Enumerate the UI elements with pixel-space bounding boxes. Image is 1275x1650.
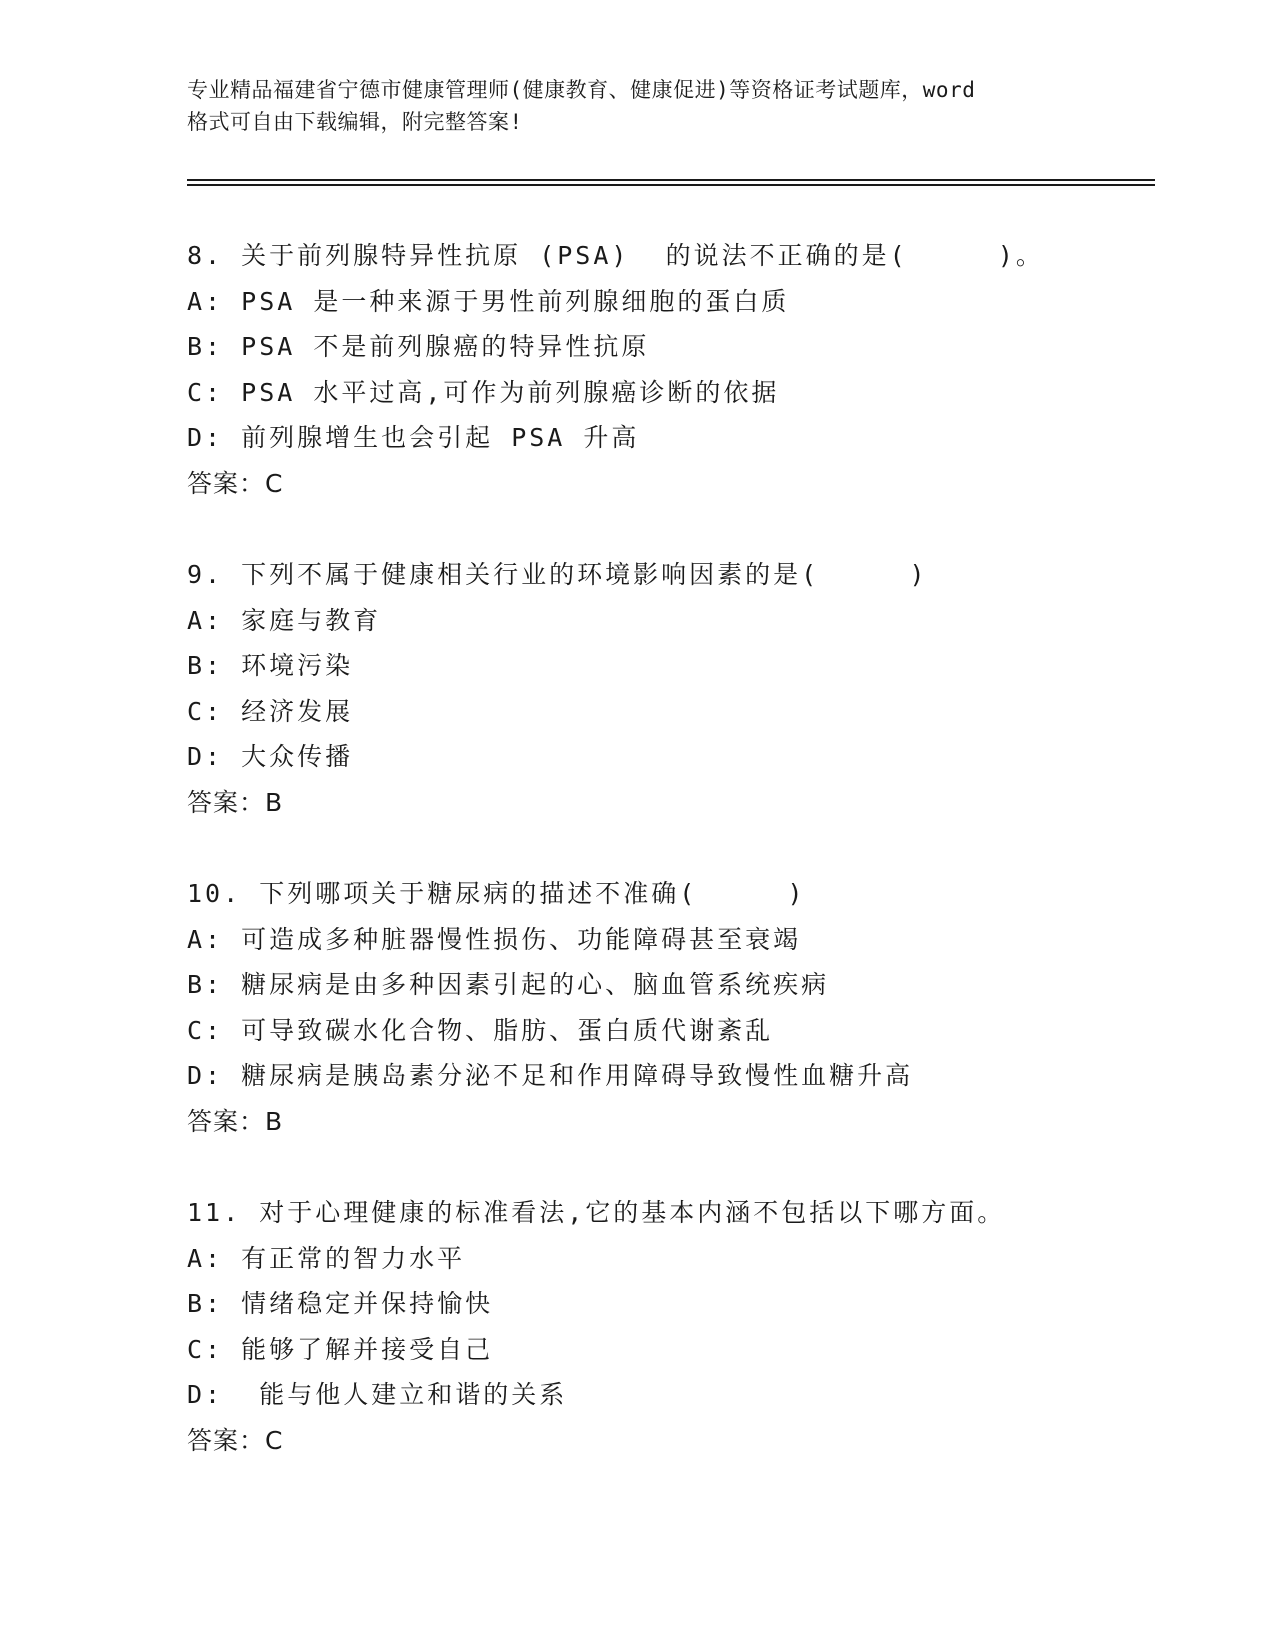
option-d: D: 前列腺增生也会引起 PSA 升高 xyxy=(187,423,640,452)
answer: 答案：C xyxy=(187,468,284,498)
header-divider-top xyxy=(187,179,1155,181)
option-d: D: 大众传播 xyxy=(187,742,354,771)
question-11 xyxy=(187,1190,1147,1463)
option-c: C: 能够了解并接受自己 xyxy=(187,1334,494,1364)
option-a: A: PSA 是一种来源于男性前列腺细胞的蛋白质 xyxy=(187,286,790,316)
option-a: A: 家庭与教育 xyxy=(187,605,382,635)
header-line-2: 格式可自由下载编辑，附完整答案! xyxy=(187,110,523,134)
option-d: D: 糖尿病是胰岛素分泌不足和作用障碍导致慢性血糖升高 xyxy=(187,1061,914,1090)
option-a: A: 可造成多种脏器慢性损伤、功能障碍甚至衰竭 xyxy=(187,924,802,954)
question-stem: 10. 下列哪项关于糖尿病的描述不准确( ) xyxy=(187,879,806,908)
option-c: C: 可导致碳水化合物、脂肪、蛋白质代谢紊乱 xyxy=(187,1015,774,1045)
question-8 xyxy=(187,233,1147,506)
option-a: A: 有正常的智力水平 xyxy=(187,1243,466,1273)
answer: 答案：B xyxy=(187,787,284,817)
question-stem: 9. 下列不属于健康相关行业的环境影响因素的是( ) xyxy=(187,560,928,589)
question-stem: 11. 对于心理健康的标准看法,它的基本内涵不包括以下哪方面。 xyxy=(187,1198,1006,1227)
option-b: B: 情绪稳定并保持愉快 xyxy=(187,1289,494,1318)
question-9 xyxy=(187,552,1147,825)
option-b: B: PSA 不是前列腺癌的特异性抗原 xyxy=(187,332,650,361)
option-c: C: 经济发展 xyxy=(187,696,354,726)
option-b: B: 环境污染 xyxy=(187,651,354,680)
option-d: D: 能与他人建立和谐的关系 xyxy=(187,1380,568,1409)
question-10 xyxy=(187,871,1147,1144)
header-line-1: 专业精品福建省宁德市健康管理师(健康教育、健康促进)等资格证考试题库，word xyxy=(187,78,976,102)
option-c: C: PSA 水平过高,可作为前列腺癌诊断的依据 xyxy=(187,377,780,407)
document-header xyxy=(187,74,1087,138)
header-divider-bottom xyxy=(187,184,1155,186)
option-b: B: 糖尿病是由多种因素引起的心、脑血管系统疾病 xyxy=(187,970,830,999)
question-stem: 8. 关于前列腺特异性抗原 (PSA) 的说法不正确的是( )。 xyxy=(187,241,1044,270)
answer: 答案：B xyxy=(187,1106,284,1136)
answer: 答案：C xyxy=(187,1425,284,1455)
